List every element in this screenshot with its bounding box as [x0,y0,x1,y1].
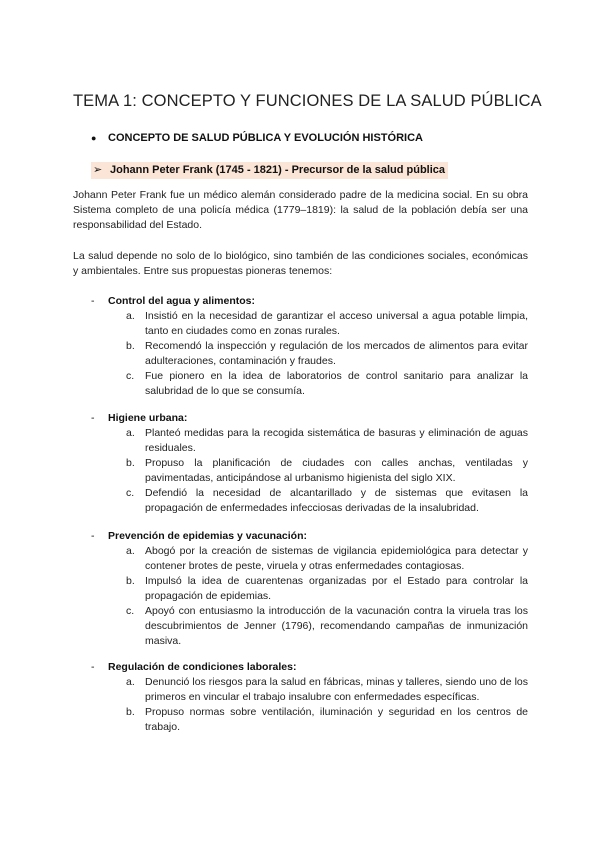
section-title [91,660,528,675]
section-heading-text: CONCEPTO DE SALUD PÚBLICA Y EVOLUCIÓN HISTÓRICA [108,132,423,144]
ordered-list [91,544,528,649]
list-marker: c. [126,487,135,499]
list-item [91,705,528,735]
section-heading [91,132,423,144]
list-item [91,544,528,574]
list-item-text: Denunció los riesgos para la salud en fábricas, minas y talleres, siendo uno de los primeros en vincular el trabajo insalubre con enfermedades específicas. [145,676,528,703]
intro-paragraph: Johann Peter Frank fue un médico alemán considerado padre de la medicina social. En su obra Sistema completo de una policía médica (1779–1819): la salud de la población debía ser una responsabilidad del Estado. [73,189,528,231]
list-marker: c. [126,605,135,617]
section-urban-hygiene [91,411,528,516]
section-title [91,411,528,426]
ordered-list [91,675,528,735]
list-marker: b. [126,340,135,352]
section-title [91,294,528,309]
list-item-text: Propuso normas sobre ventilación, iluminación y seguridad en los centros de trabajo. [145,706,528,733]
list-item-text: Recomendó la inspección y regulación de los mercados de alimentos para evitar adulteraciones, contaminación y fraudes. [145,340,528,367]
list-marker: a. [126,545,135,557]
context-paragraph: La salud depende no solo de lo biológico, sino también de las condiciones sociales, económicas y ambientales. Entre sus propuestas pioneras tenemos: [73,250,528,277]
list-marker: c. [126,370,135,382]
list-item-text: Planteó medidas para la recogida sistemática de basuras y eliminación de aguas residuales. [145,427,528,454]
list-marker: b. [126,457,135,469]
list-marker: a. [126,427,135,439]
list-marker: a. [126,676,135,688]
list-item [91,426,528,456]
section-water-food [91,294,528,399]
list-item-text: Insistió en la necesidad de garantizar el acceso universal a agua potable limpia, tanto en ciudades como en zonas rurales. [145,310,528,337]
list-item [91,339,528,369]
ordered-list [91,426,528,516]
arrow-bullet-icon: ➢ [93,164,103,176]
list-item [91,574,528,604]
list-item [91,675,528,705]
list-marker: b. [126,575,135,587]
section-labor-conditions [91,660,528,735]
section-title-text: Regulación de condiciones laborales: [108,661,297,673]
list-item [91,309,528,339]
section-title [91,529,528,544]
list-marker: a. [126,310,135,322]
list-item [91,604,528,649]
list-item-text: Fue pionero en la idea de laboratorios de control sanitario para analizar la salubridad de lo que se consumía. [145,370,528,397]
dash-bullet: - [91,412,95,424]
list-item [91,369,528,399]
section-title-text: Prevención de epidemias y vacunación: [108,530,307,542]
section-title-text: Higiene urbana: [108,412,188,424]
section-epidemics-vaccination [91,529,528,649]
list-item [91,486,528,516]
page-title: TEMA 1: CONCEPTO Y FUNCIONES DE LA SALUD PÚBLICA [73,92,542,110]
list-item-text: Abogó por la creación de sistemas de vigilancia epidemiológica para detectar y contener brotes de peste, viruela y otras enfermedades contagiosas. [145,545,528,572]
subsection-heading-text: Johann Peter Frank (1745 - 1821) - Precursor de la salud pública [110,164,446,176]
dash-bullet: - [91,661,95,673]
list-item-text: Defendió la necesidad de alcantarillado y de sistemas que evitasen la propagación de enfermedades infecciosas derivadas de la insalubridad. [145,487,528,514]
list-item-text: Apoyó con entusiasmo la introducción de la vacunación contra la viruela tras los descubrimientos de Jenner (1796), recomendando campañas de inmunización masiva. [145,605,528,647]
dash-bullet: - [91,530,95,542]
ordered-list [91,309,528,399]
list-marker: b. [126,706,135,718]
list-item-text: Impulsó la idea de cuarentenas organizadas por el Estado para controlar la propagación de epidemias. [145,575,528,602]
list-item [91,456,528,486]
section-title-text: Control del agua y alimentos: [108,295,256,307]
dash-bullet: - [91,295,95,307]
bullet-icon: ● [91,133,97,143]
subsection-heading-highlighted [91,162,448,179]
list-item-text: Propuso la planificación de ciudades con calles anchas, ventiladas y pavimentadas, anticipándose al urbanismo higienista del siglo XIX. [145,457,528,484]
